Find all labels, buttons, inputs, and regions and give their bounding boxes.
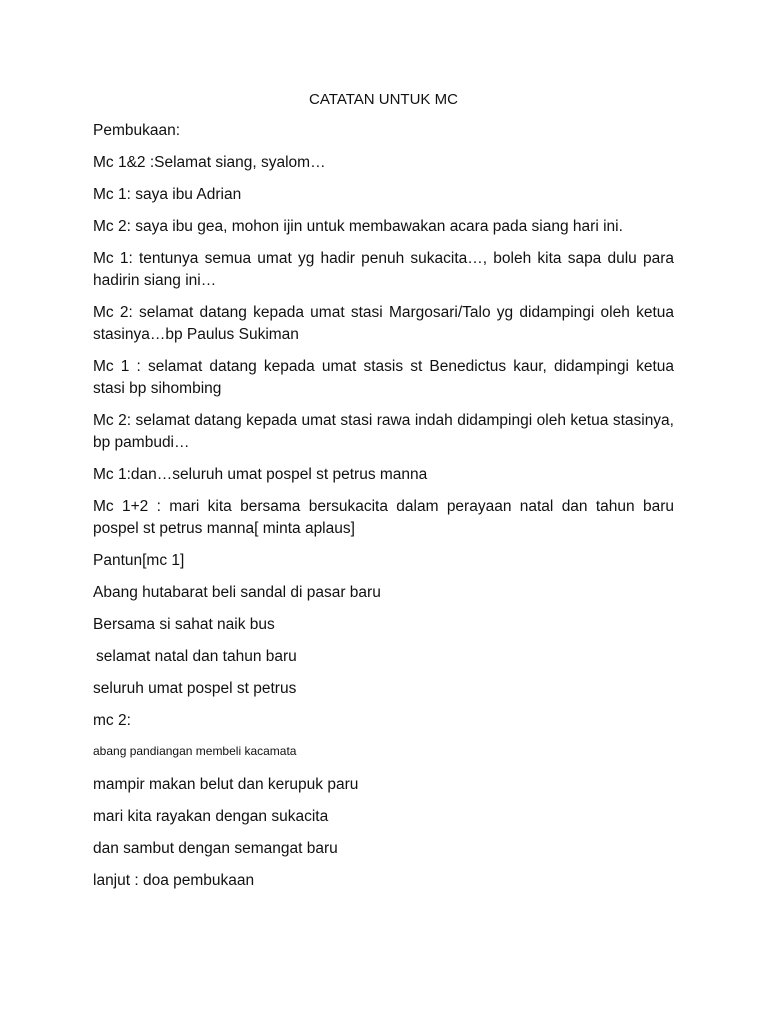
document-title: CATATAN UNTUK MC	[309, 91, 458, 108]
paragraph-mc2-label: mc 2:	[93, 712, 131, 729]
paragraph-pantun-heading: Pantun[mc 1]	[93, 552, 185, 569]
paragraph-next-step: lanjut : doa pembukaan	[93, 872, 255, 889]
paragraph-opening: Pembukaan:	[93, 122, 181, 139]
paragraph-mc2-intro: Mc 2: saya ibu gea, mohon ijin untuk membawakan acara pada siang hari ini.	[93, 218, 623, 235]
pantun2-line-3: mari kita rayakan dengan sukacita	[93, 808, 329, 825]
pantun-line-1: Abang hutabarat beli sandal di pasar baru	[93, 584, 381, 601]
pantun-line-2: Bersama si sahat naik bus	[93, 616, 275, 633]
document-body	[93, 90, 674, 902]
paragraph-mc1-welcome-manna: Mc 1:dan…seluruh umat pospel st petrus manna	[93, 466, 428, 483]
pantun-line-3: selamat natal dan tahun baru	[96, 648, 297, 665]
pantun-line-4: seluruh umat pospel st petrus	[93, 680, 297, 697]
paragraph-mc1-greet-audience: Mc 1: tentunya semua umat yg hadir penuh sukacita…, boleh kita sapa dulu para hadirin siang ini…	[93, 250, 674, 289]
pantun2-line-4: dan sambut dengan semangat baru	[93, 840, 338, 857]
paragraph-mc1-welcome-kaur: Mc 1 : selamat datang kepada umat stasis st Benedictus kaur, didampingi ketua stasi bp sihombing	[93, 358, 674, 397]
pantun2-line-1: abang pandiangan membeli kacamata	[93, 744, 297, 758]
pantun2-line-2: mampir makan belut dan kerupuk paru	[93, 776, 359, 793]
paragraph-mc1-intro: Mc 1: saya ibu Adrian	[93, 186, 242, 203]
paragraph-mc12-greeting: Mc 1&2 :Selamat siang, syalom…	[93, 154, 326, 171]
paragraph-mc12-celebration: Mc 1+2 : mari kita bersama bersukacita dalam perayaan natal dan tahun baru pospel st petrus manna[ minta aplaus]	[93, 498, 674, 537]
paragraph-mc2-welcome-rawa-indah: Mc 2: selamat datang kepada umat stasi rawa indah didampingi oleh ketua stasinya, bp pambudi…	[93, 412, 674, 451]
paragraph-mc2-welcome-margosari: Mc 2: selamat datang kepada umat stasi Margosari/Talo yg didampingi oleh ketua stasinya…bp Paulus Sukiman	[93, 304, 674, 343]
